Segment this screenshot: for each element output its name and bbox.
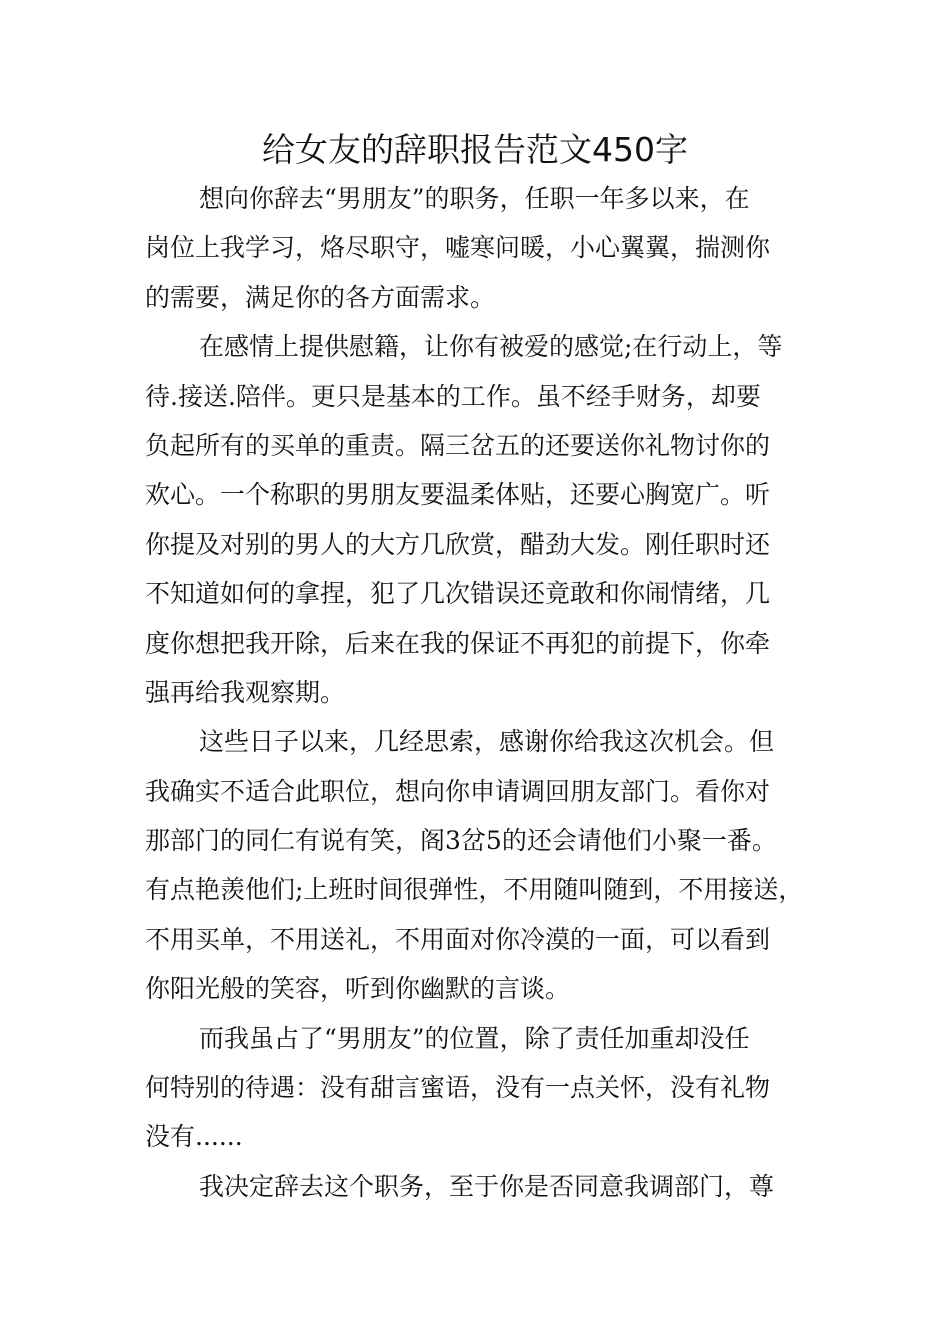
paragraph-line: 的需要，满足你的各方面需求。 (145, 282, 496, 312)
paragraph-3 (145, 717, 825, 1013)
paragraph-5 (145, 1162, 825, 1211)
paragraph-4 (145, 1014, 825, 1162)
document-title: 给女友的辞职报告范文450字 (262, 130, 688, 169)
paragraph-line: 我决定辞去这个职务，至于你是否同意我调部门，尊 (199, 1171, 775, 1201)
paragraph-line: 岗位上我学习，烙尽职守，嘘寒问暖，小心翼翼，揣测你 (145, 233, 771, 263)
paragraph-line: 在感情上提供慰籍，让你有被爱的感觉;在行动上，等 (199, 332, 783, 362)
paragraph-line: 我确实不适合此职位，想向你申请调回朋友部门。看你对 (145, 776, 771, 806)
paragraph-line: 你阳光般的笑容，听到你幽默的言谈。 (145, 974, 571, 1004)
paragraph-line: 欢心。一个称职的男朋友要温柔体贴，还要心胸宽广。听 (145, 480, 771, 510)
paragraph-line: 不用买单，不用送礼，不用面对你冷漠的一面，可以看到 (145, 924, 771, 954)
paragraph-line: 待.接送.陪伴。更只是基本的工作。虽不经手财务，却要 (145, 381, 761, 411)
paragraph-line: 度你想把我开除，后来在我的保证不再犯的前提下，你牵 (145, 628, 771, 658)
paragraph-line: 有点艳羡他们;上班时间很弹性，不用随叫随到，不用接送， (145, 875, 804, 905)
paragraph-line: 强再给我观察期。 (145, 677, 346, 707)
paragraph-line: 这些日子以来，几经思索，感谢你给我这次机会。但 (199, 727, 775, 757)
paragraph-line: 想向你辞去“男朋友”的职务，任职一年多以来，在 (199, 184, 750, 213)
paragraph-line: 何特别的待遇：没有甜言蜜语，没有一点关怀，没有礼物 (145, 1073, 771, 1103)
paragraph-2 (145, 322, 825, 717)
paragraph-line: 不知道如何的拿捏，犯了几次错误还竟敢和你闹情绪，几 (145, 579, 771, 609)
paragraph-line: 负起所有的买单的重责。隔三岔五的还要送你礼物讨你的 (145, 430, 771, 460)
document-body (145, 174, 825, 1211)
paragraph-line: 那部门的同仁有说有笑，阁3岔5的还会请他们小聚一番。 (145, 826, 777, 856)
paragraph-1 (145, 174, 825, 322)
paragraph-line: 你提及对别的男人的大方几欣赏，醋劲大发。刚任职时还 (145, 529, 771, 559)
paragraph-line: 没有...... (145, 1122, 243, 1152)
paragraph-line: 而我虽占了“男朋友”的位置，除了责任加重却没任 (199, 1023, 750, 1053)
